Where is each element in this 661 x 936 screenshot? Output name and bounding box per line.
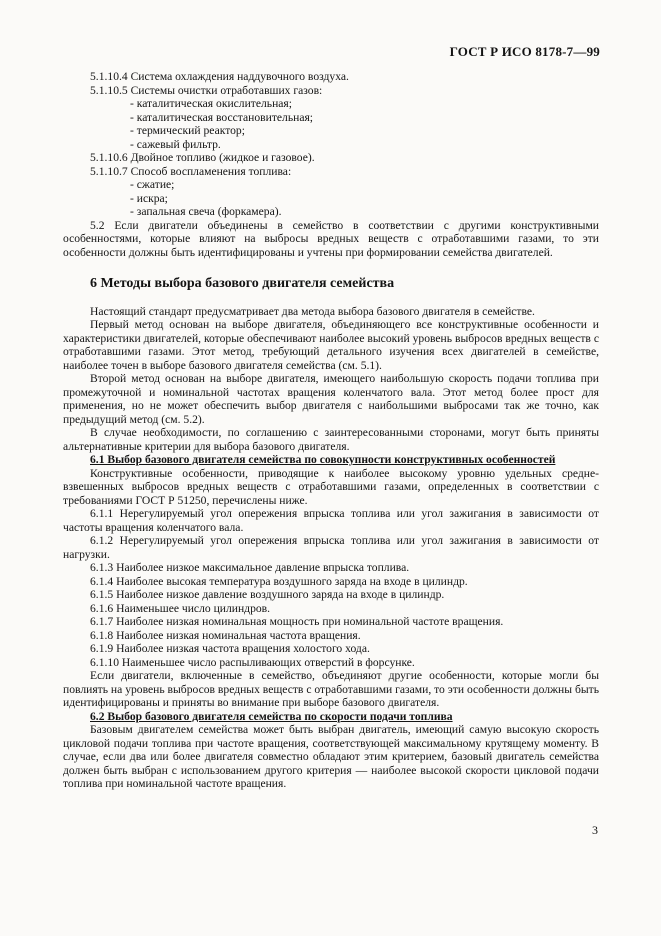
list-item: - сажевый фильтр. — [130, 137, 221, 151]
intro-paragraph: Первый метод основан на выборе двигателя, объединяющего все конструктивные особенности и характеристики двигателей, которые обеспечивают наиболее высокий уровень выбросов вредных веществ с отработавшими газами. Этот метод, требующий детального изучения всех двигателей в семействе, наиболее точен в выборе базового двигателя семейства (см. 5.1). — [63, 318, 599, 372]
list-item: - искра; — [130, 191, 168, 205]
section-6-title: 6 Методы выбора базового двигателя семейства — [90, 276, 395, 291]
list-item: 6.1.6 Наименьшее число цилиндров. — [90, 601, 271, 615]
list-item: 5.1.10.7 Способ воспламенения топлива: — [90, 164, 292, 178]
list-item: 6.1.3 Наиболее низкое максимальное давление впрыска топлива. — [90, 561, 410, 574]
subsection-6-1-title: 6.1 Выбор базового двигателя семейства по совокупности конструктивных особенностей — [90, 453, 556, 466]
subsection-6-1-intro: Конструктивные особенности, приводящие к наиболее высокому уровню удельных средне-взвешенных выбросов вредных веществ с отработавшими газами, определенных в соответствии с требованиями ГОСТ Р 51250, перечислены ниже. — [63, 466, 599, 507]
list-item: 5.1.10.6 Двойное топливо (жидкое и газовое). — [90, 151, 315, 164]
subsection-6-1-outro: Если двигатели, включенные в семейство, объединяют другие особенности, которые могли бы повлиять на уровень выбросов вредных веществ с отработавшими газами, то эти особенности должны быть идентифицированы и приняты во внимание при выборе базового двигателя. — [63, 669, 599, 709]
document-body — [63, 70, 599, 791]
intro-paragraph: В случае необходимости, по соглашению с заинтересованными сторонами, могут быть приняты альтернативные критерии для выбора базового двигателя. — [63, 426, 599, 453]
list-item: - сжатие; — [130, 178, 175, 191]
list-item: - термический реактор; — [130, 124, 245, 137]
list-item: - каталитическая восстановительная; — [130, 110, 314, 124]
list-item: 6.1.10 Наименьшее число распыливающих отверстий в форсунке. — [90, 655, 415, 669]
list-item: 6.1.5 Наиболее низкое давление воздушного заряда на входе в цилиндр. — [90, 588, 445, 601]
list-item: 6.1.9 Наиболее низкая частота вращения холостого хода. — [90, 642, 370, 655]
list-item: 6.1.7 Наиболее низкая номинальная мощность при номинальной частоте вращения. — [90, 615, 504, 628]
subsection-6-2-text: Базовым двигателем семейства может быть выбран двигатель, имеющий самую высокую скорость цикловой подачи топлива при частоте вращения, соответствующей максимальному крутящему моменту. В случае, если два или более двигателя совместно обладают этим критерием, базовый двигатель семейства должен быть выбран с использованием другого критерия — наиболее высокой скорости цикловой подачи топлива при номинальной частоте вращения. — [63, 723, 599, 790]
list-item: 5.1.10.4 Система охлаждения наддувочного воздуха. — [90, 70, 349, 83]
page-header: ГОСТ Р ИСО 8178-7—99 — [449, 44, 600, 59]
intro-paragraph: Второй метод основан на выборе двигателя, имеющего наибольшую скорость подачи топлива при промежуточной и номинальной частотах вращения коленчатого вала. Этот метод более прост для применения, но не может обеспечить выбор двигателя с наибольшими выбросами так же точно, как предыдущий метод (см. 5.2). — [63, 372, 599, 426]
intro-paragraph: Настоящий стандарт предусматривает два метода выбора базового двигателя в семействе. — [90, 304, 535, 318]
list-item: 6.1.1 Нерегулируемый угол опережения впрыска топлива или угол зажигания в зависимости от частоты вращения коленчатого вала. — [63, 507, 599, 534]
page-number: 3 — [592, 823, 598, 837]
subsection-6-2-title: 6.2 Выбор базового двигателя семейства по скорости подачи топлива — [90, 709, 453, 723]
list-item: 6.1.4 Наиболее высокая температура воздушного заряда на входе в цилиндр. — [90, 574, 468, 588]
list-item: 6.1.2 Нерегулируемый угол опережения впрыска топлива или угол зажигания в зависимости от нагрузки. — [63, 534, 599, 561]
list-item: - запальная свеча (форкамера). — [130, 205, 282, 218]
list-top — [63, 70, 599, 219]
paragraph-5-2: 5.2 Если двигатели объединены в семейство в соответствии с другими конструктивными особенностями, которые влияют на выбросы вредных веществ с отработавшими газами, то эти особенности должны быть идентифицированы и учтены при формировании семейства двигателей. — [63, 218, 599, 259]
list-item: - каталитическая окислительная; — [130, 97, 292, 110]
list-item: 6.1.8 Наиболее низкая номинальная частота вращения. — [90, 628, 361, 642]
list-item: 5.1.10.5 Системы очистки отработавших газов: — [90, 83, 323, 97]
